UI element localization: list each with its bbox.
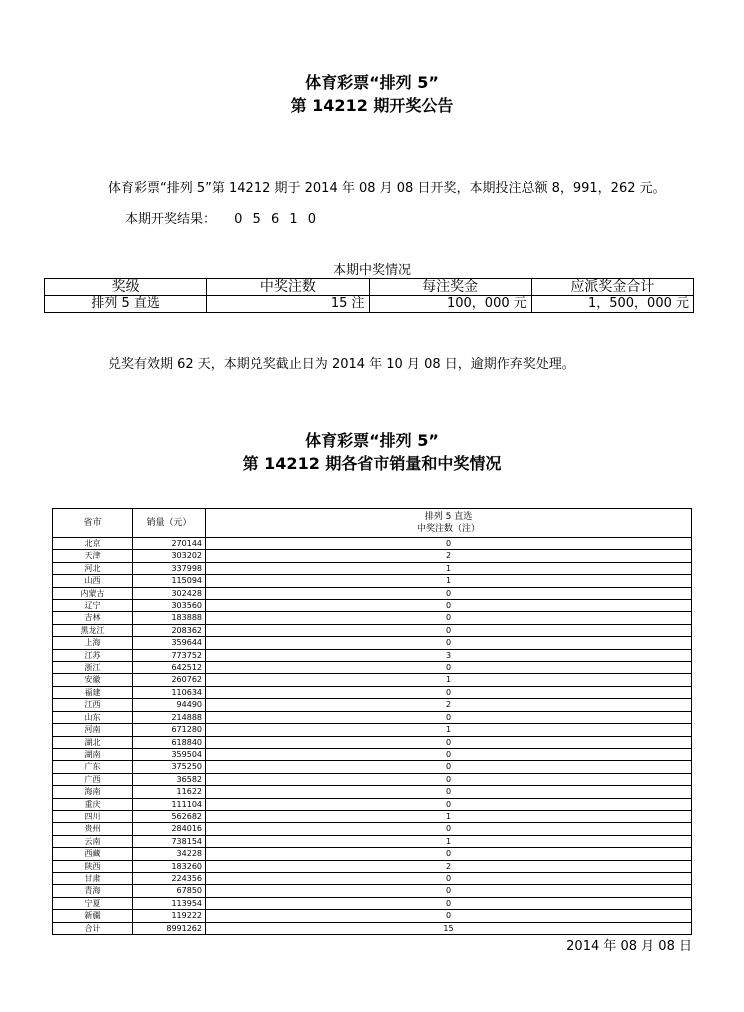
table-row bbox=[53, 835, 692, 847]
result-label: 本期开奖结果： bbox=[125, 212, 217, 227]
sales-cell: 773752 bbox=[133, 649, 206, 661]
wins-cell: 0 bbox=[206, 885, 692, 897]
sales-cell: 115094 bbox=[133, 575, 206, 587]
sales-cell: 208362 bbox=[133, 624, 206, 636]
province-cell: 湖北 bbox=[53, 736, 133, 748]
prize-row bbox=[45, 296, 694, 313]
wins-cell: 1 bbox=[206, 835, 692, 847]
wins-cell: 0 bbox=[206, 711, 692, 723]
table-row bbox=[53, 662, 692, 674]
wins-cell: 0 bbox=[206, 612, 692, 624]
wins-cell: 2 bbox=[206, 860, 692, 872]
wins-cell: 0 bbox=[206, 798, 692, 810]
table-row bbox=[53, 624, 692, 636]
province-cell: 甘肃 bbox=[53, 872, 133, 884]
table-row bbox=[53, 724, 692, 736]
table-row bbox=[53, 600, 692, 612]
table-row bbox=[53, 798, 692, 810]
wins-cell: 0 bbox=[206, 662, 692, 674]
province-cell: 福建 bbox=[53, 686, 133, 698]
sales-cell: 119222 bbox=[133, 910, 206, 922]
sales-cell: 224356 bbox=[133, 872, 206, 884]
wins-cell: 0 bbox=[206, 587, 692, 599]
sales-cell: 284016 bbox=[133, 823, 206, 835]
sales-cell: 618840 bbox=[133, 736, 206, 748]
table-row bbox=[53, 786, 692, 798]
wins-cell: 0 bbox=[206, 600, 692, 612]
sales-header-wins-line1: 排列 5 直选 bbox=[424, 512, 473, 522]
sales-cell: 214888 bbox=[133, 711, 206, 723]
prize-caption: 本期中奖情况 bbox=[332, 263, 411, 278]
table-row bbox=[53, 922, 692, 934]
notice-summary: 体育彩票“排列 5”第 14212 期于 2014 年 08 月 08 日开奖，本期投注总额 8，991，262 元。 bbox=[108, 181, 666, 196]
province-cell: 北京 bbox=[53, 538, 133, 550]
province-cell: 山西 bbox=[53, 575, 133, 587]
sales-cell: 11622 bbox=[133, 786, 206, 798]
province-cell: 河北 bbox=[53, 562, 133, 574]
wins-cell: 0 bbox=[206, 848, 692, 860]
sales-cell: 183888 bbox=[133, 612, 206, 624]
prize-header-total: 应派奖金合计 bbox=[531, 279, 693, 296]
province-cell: 黑龙江 bbox=[53, 624, 133, 636]
sales-header-sales: 销量（元） bbox=[133, 509, 206, 538]
sales-cell: 94490 bbox=[133, 699, 206, 711]
table-row bbox=[53, 562, 692, 574]
province-cell: 青海 bbox=[53, 885, 133, 897]
sales-cell: 302428 bbox=[133, 587, 206, 599]
wins-cell: 0 bbox=[206, 761, 692, 773]
wins-cell: 0 bbox=[206, 637, 692, 649]
wins-cell: 0 bbox=[206, 897, 692, 909]
sales-cell: 375250 bbox=[133, 761, 206, 773]
sales-table bbox=[52, 508, 692, 935]
wins-cell: 0 bbox=[206, 538, 692, 550]
sales-cell: 36582 bbox=[133, 773, 206, 785]
table-row bbox=[53, 897, 692, 909]
sales-cell: 110634 bbox=[133, 686, 206, 698]
province-cell: 天津 bbox=[53, 550, 133, 562]
province-cell: 新疆 bbox=[53, 910, 133, 922]
province-cell: 贵州 bbox=[53, 823, 133, 835]
result-numbers: 0 5 6 1 0 bbox=[234, 212, 320, 227]
prize-count: 15 注 bbox=[207, 296, 369, 313]
table-row bbox=[53, 538, 692, 550]
province-cell: 宁夏 bbox=[53, 897, 133, 909]
sales-cell: 303560 bbox=[133, 600, 206, 612]
sales-date: 2014 年 08 月 08 日 bbox=[566, 939, 692, 954]
wins-cell: 0 bbox=[206, 624, 692, 636]
province-cell: 吉林 bbox=[53, 612, 133, 624]
prize-header-row bbox=[45, 279, 694, 296]
province-cell: 重庆 bbox=[53, 798, 133, 810]
wins-cell: 0 bbox=[206, 686, 692, 698]
wins-cell: 1 bbox=[206, 810, 692, 822]
prize-total: 1，500，000 元 bbox=[531, 296, 693, 313]
province-cell: 广西 bbox=[53, 773, 133, 785]
wins-cell: 0 bbox=[206, 910, 692, 922]
province-cell: 河南 bbox=[53, 724, 133, 736]
table-row bbox=[53, 674, 692, 686]
sales-cell: 8991262 bbox=[133, 922, 206, 934]
province-cell: 山东 bbox=[53, 711, 133, 723]
sales-cell: 260762 bbox=[133, 674, 206, 686]
table-row bbox=[53, 612, 692, 624]
sales-header-province: 省市 bbox=[53, 509, 133, 538]
notice-title-line1: 体育彩票“排列 5” bbox=[305, 73, 439, 92]
table-row bbox=[53, 575, 692, 587]
wins-cell: 0 bbox=[206, 773, 692, 785]
wins-cell: 2 bbox=[206, 550, 692, 562]
sales-cell: 359644 bbox=[133, 637, 206, 649]
wins-cell: 1 bbox=[206, 724, 692, 736]
province-cell: 湖南 bbox=[53, 748, 133, 760]
prize-per-prize: 100，000 元 bbox=[369, 296, 531, 313]
sales-title-line2: 第 14212 期各省市销量和中奖情况 bbox=[242, 454, 502, 473]
province-cell: 西藏 bbox=[53, 848, 133, 860]
province-cell: 陕西 bbox=[53, 860, 133, 872]
sales-cell: 359504 bbox=[133, 748, 206, 760]
prize-header-per-prize: 每注奖金 bbox=[369, 279, 531, 296]
province-cell: 江西 bbox=[53, 699, 133, 711]
province-cell: 辽宁 bbox=[53, 600, 133, 612]
sales-header-wins bbox=[206, 509, 692, 538]
prize-table bbox=[44, 278, 694, 313]
province-cell: 合计 bbox=[53, 922, 133, 934]
wins-cell: 0 bbox=[206, 786, 692, 798]
sales-cell: 642512 bbox=[133, 662, 206, 674]
wins-cell: 15 bbox=[206, 922, 692, 934]
table-row bbox=[53, 550, 692, 562]
table-row bbox=[53, 686, 692, 698]
table-row bbox=[53, 736, 692, 748]
validity-notice: 兑奖有效期 62 天，本期兑奖截止日为 2014 年 10 月 08 日，逾期作弃奖处理。 bbox=[108, 357, 575, 372]
sales-cell: 111104 bbox=[133, 798, 206, 810]
sales-cell: 34228 bbox=[133, 848, 206, 860]
sales-cell: 738154 bbox=[133, 835, 206, 847]
table-row bbox=[53, 810, 692, 822]
sales-header-row bbox=[53, 509, 692, 538]
table-row bbox=[53, 761, 692, 773]
table-row bbox=[53, 910, 692, 922]
sales-cell: 270144 bbox=[133, 538, 206, 550]
province-cell: 海南 bbox=[53, 786, 133, 798]
wins-cell: 1 bbox=[206, 575, 692, 587]
prize-header-level: 奖级 bbox=[45, 279, 207, 296]
table-row bbox=[53, 637, 692, 649]
wins-cell: 1 bbox=[206, 562, 692, 574]
wins-cell: 0 bbox=[206, 872, 692, 884]
notice-title-line2: 第 14212 期开奖公告 bbox=[290, 96, 454, 115]
table-row bbox=[53, 848, 692, 860]
sales-cell: 671280 bbox=[133, 724, 206, 736]
sales-header-wins-line2: 中奖注数（注） bbox=[416, 524, 480, 534]
table-row bbox=[53, 773, 692, 785]
table-row bbox=[53, 649, 692, 661]
table-row bbox=[53, 748, 692, 760]
wins-cell: 1 bbox=[206, 674, 692, 686]
wins-cell: 3 bbox=[206, 649, 692, 661]
sales-cell: 303202 bbox=[133, 550, 206, 562]
result-row bbox=[125, 208, 319, 227]
province-cell: 广东 bbox=[53, 761, 133, 773]
province-cell: 内蒙古 bbox=[53, 587, 133, 599]
table-row bbox=[53, 699, 692, 711]
prize-header-count: 中奖注数 bbox=[207, 279, 369, 296]
sales-cell: 183260 bbox=[133, 860, 206, 872]
province-cell: 云南 bbox=[53, 835, 133, 847]
wins-cell: 0 bbox=[206, 823, 692, 835]
province-cell: 四川 bbox=[53, 810, 133, 822]
province-cell: 浙江 bbox=[53, 662, 133, 674]
province-cell: 江苏 bbox=[53, 649, 133, 661]
table-row bbox=[53, 885, 692, 897]
wins-cell: 0 bbox=[206, 736, 692, 748]
sales-cell: 67850 bbox=[133, 885, 206, 897]
sales-cell: 562682 bbox=[133, 810, 206, 822]
table-row bbox=[53, 823, 692, 835]
sales-title-line1: 体育彩票“排列 5” bbox=[305, 431, 439, 450]
table-row bbox=[53, 872, 692, 884]
table-row bbox=[53, 860, 692, 872]
sales-cell: 337998 bbox=[133, 562, 206, 574]
sales-cell: 113954 bbox=[133, 897, 206, 909]
prize-level: 排列 5 直选 bbox=[45, 296, 207, 313]
province-cell: 安徽 bbox=[53, 674, 133, 686]
table-row bbox=[53, 587, 692, 599]
wins-cell: 0 bbox=[206, 748, 692, 760]
wins-cell: 2 bbox=[206, 699, 692, 711]
table-row bbox=[53, 711, 692, 723]
province-cell: 上海 bbox=[53, 637, 133, 649]
